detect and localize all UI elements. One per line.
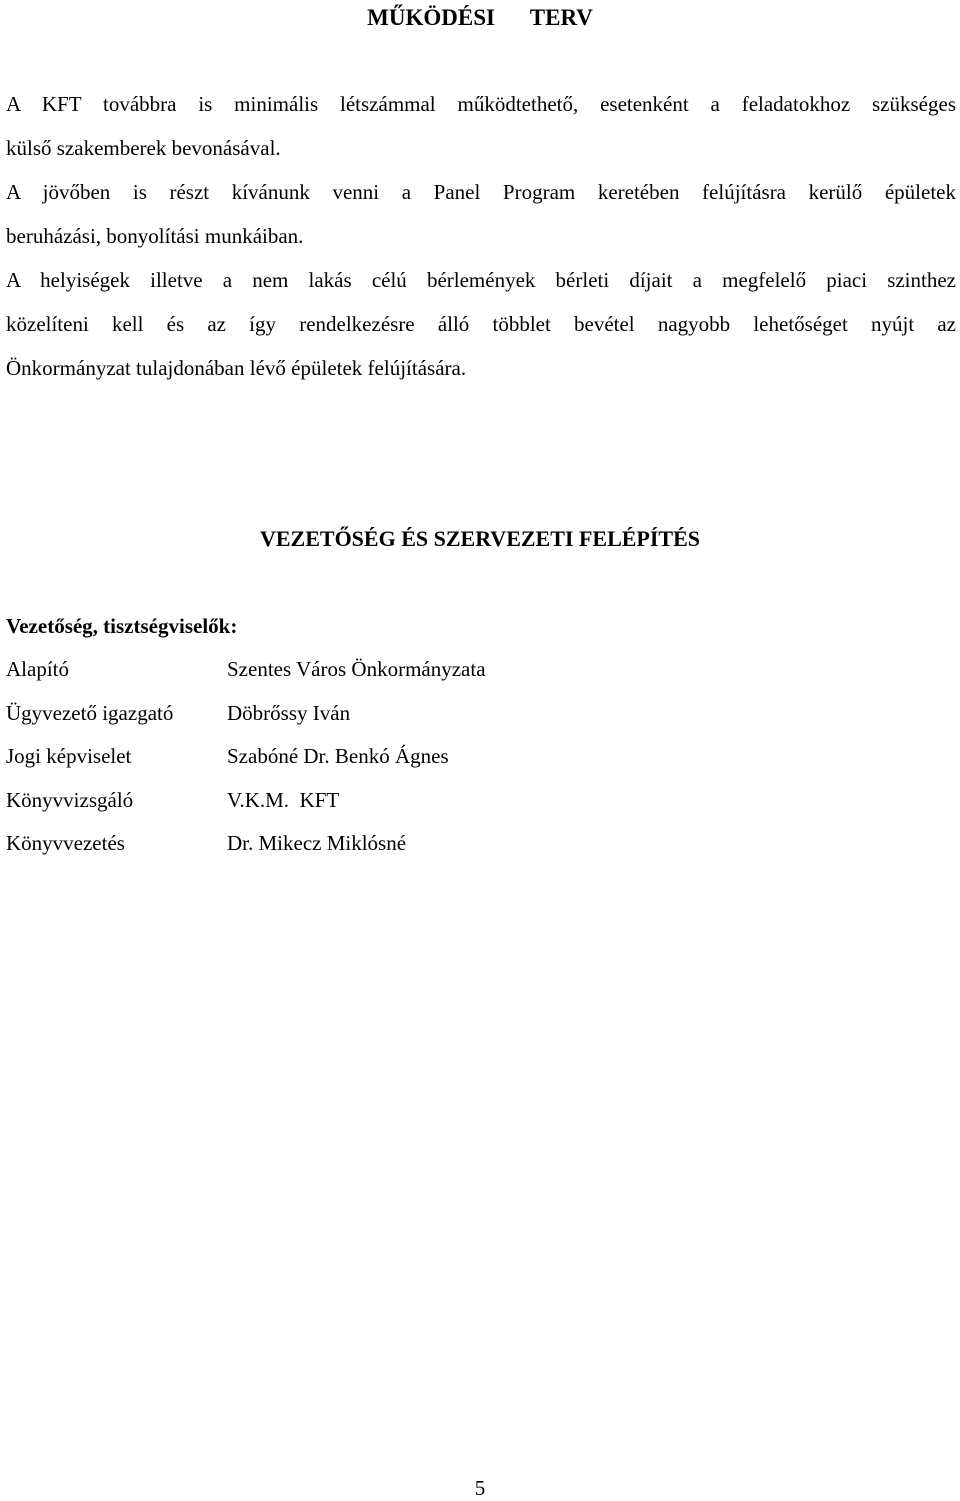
page-title: MŰKÖDÉSI TERV: [367, 5, 593, 30]
officer-row: [6, 648, 486, 692]
paragraph-panel-program: [6, 170, 956, 258]
paragraph-line: A KFT továbbra is minimális létszámmal működtethető, esetenként a feladatokhoz szükséges: [6, 92, 956, 116]
page-number: 5: [474, 1476, 486, 1500]
section-title: VEZETŐSÉG ÉS SZERVEZETI FELÉPÍTÉS: [259, 526, 700, 551]
officer-name: Dr. Mikecz Miklósné: [227, 831, 407, 856]
officer-name: V.K.M. KFT: [227, 787, 340, 812]
paragraph-line: Önkormányzat tulajdonában lévő épületek felújítására.: [6, 356, 467, 380]
officers-subheading: Vezetőség, tisztségviselők:: [6, 614, 238, 638]
paragraph-rent: [6, 258, 956, 390]
officer-row: [6, 735, 486, 779]
officer-role: Könyvvizsgáló: [6, 787, 134, 812]
paragraph-line: közelíteni kell és az így rendelkezésre álló többlet bevétel nagyobb lehetőséget nyújt az: [6, 312, 956, 336]
officer-role: Jogi képviselet: [6, 744, 132, 769]
officer-name: Szabóné Dr. Benkó Ágnes: [227, 744, 449, 769]
officer-row: [6, 822, 486, 866]
officer-role: Ügyvezető igazgató: [6, 700, 174, 725]
paragraph-line: külső szakemberek bevonásával.: [6, 136, 281, 160]
officer-role: Könyvvezetés: [6, 831, 125, 856]
officer-row: [6, 692, 486, 736]
officer-row: [6, 779, 486, 823]
paragraph-line: A helyiségek illetve a nem lakás célú bérlemények bérleti díjait a megfelelő piaci szinthez: [6, 268, 956, 292]
paragraph-staffing: [6, 82, 956, 170]
officer-role: Alapító: [6, 657, 69, 682]
paragraph-line: beruházási, bonyolítási munkáiban.: [6, 224, 304, 248]
paragraph-line: A jövőben is részt kívánunk venni a Panel Program keretében felújításra kerülő épületek: [6, 180, 956, 204]
officer-name: Döbrőssy Iván: [227, 700, 351, 725]
officer-name: Szentes Város Önkormányzata: [227, 657, 486, 682]
officers-list: [6, 648, 486, 866]
